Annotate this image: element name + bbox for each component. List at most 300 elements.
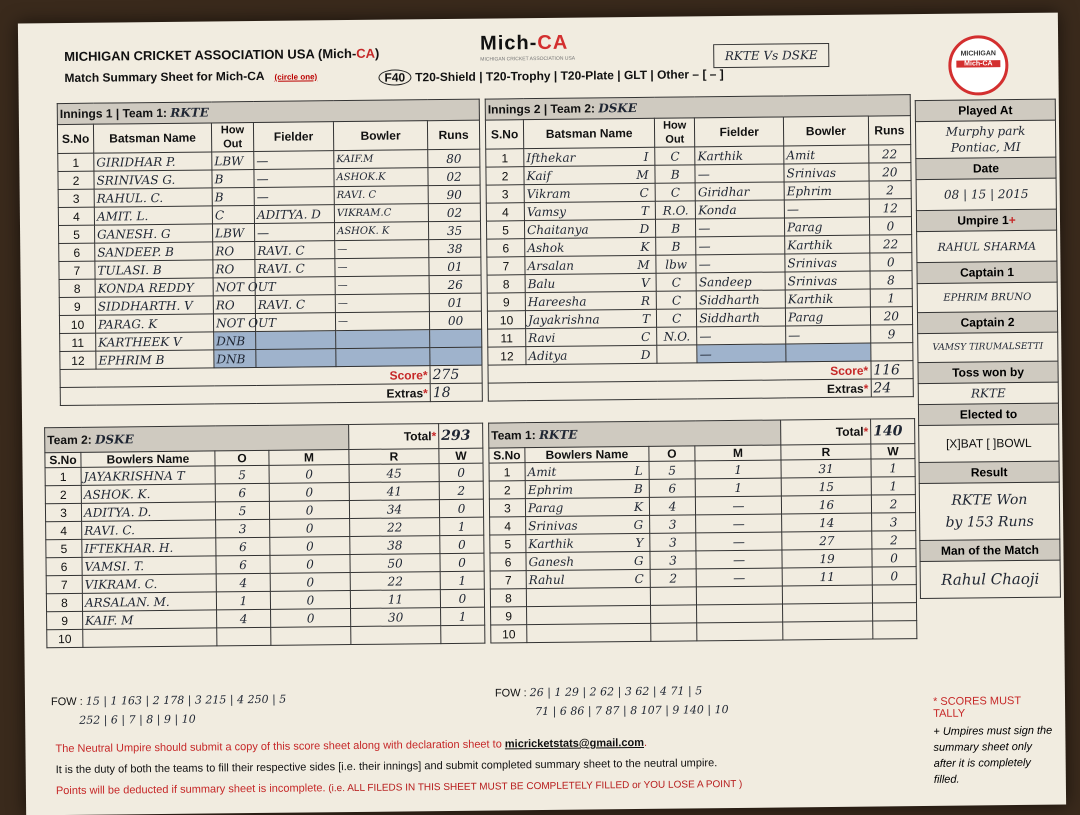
bowling-w: 0	[440, 535, 484, 553]
bowler-name: JAYAKRISHNA T	[81, 466, 215, 485]
batsman-sno: 6	[59, 243, 95, 261]
bowler-sno: 1	[45, 467, 81, 485]
fielder: —	[695, 164, 784, 183]
bowler: —	[786, 325, 871, 344]
captain1-name: EPHRIM BRUNO	[917, 282, 1057, 312]
fielder: —	[696, 236, 785, 255]
bowling-r: 19	[782, 549, 872, 568]
association-seal-icon: MICHIGAN Mich-CA	[948, 35, 1009, 96]
bowling-r: 11	[350, 590, 440, 609]
bowler-sno: 4	[490, 517, 526, 535]
how-out: DNB	[214, 331, 256, 349]
bowler-name	[83, 628, 217, 647]
how-out: C	[656, 273, 696, 291]
innings2-batting-table: Innings 2 | Team 2: DSKE S.No Batsman Name How Out Fielder Bowler Runs 1 Ifthekar I C Karthik Amit 22 2 Kaif M B — Srinivas 20 3 Vikram C C Giridhar Ephrim 2 4 Vamsy T R.O. Konda — 12 5 Chaitanya D B — Parag 0 6 Ashok K B — Karthik 22 7 Arsalan M lbw — Srinivas 0 8 Balu V C Sandeep Srinivas 8 9 Hareesha R C Siddharth Karthik 1 10 Jayakrishna T C Siddharth Parag 20 11 Ravi C N.O. — — 9 12 Aditya D — Score* 116 Extras* 24	[485, 94, 914, 401]
batsman-first: Balu	[527, 276, 556, 291]
format-circled: F40	[378, 69, 411, 85]
runs: 12	[869, 199, 912, 217]
fielder: —	[254, 223, 334, 242]
bowler-name: RAVI. C.	[82, 520, 216, 539]
bowler-initial: L	[634, 463, 643, 478]
bowler-name	[526, 569, 650, 588]
innings2-bowling-table: Team 1: RKTE Total* 140 S.No Bowlers Name O M R W 1 Amit L 5 1 31 1 2 Ephrim B 6 1 15 1 3 Parag K 4 — 16 2 4 Srinivas G 3 — 14 3 5 Karthik Y 3 — 27 2 6 Ganesh G 3 — 19 0 7 Rahul C 2 — 11 0 8 9 10	[488, 418, 917, 643]
bowling-w: 2	[872, 531, 916, 549]
bowling-o: 3	[650, 515, 696, 533]
bowling-w: 0	[439, 499, 483, 517]
how-out: B	[212, 170, 254, 188]
batsman-first: Ashok	[527, 240, 565, 255]
bowler: Karthik	[785, 235, 870, 254]
bowling-m: 0	[270, 573, 350, 592]
bowling-m: —	[696, 568, 782, 587]
innings2-total: 140	[871, 419, 915, 444]
bowler-first: Rahul	[528, 572, 565, 587]
innings2-extras: 24	[871, 379, 914, 397]
bowler-name: IFTEKHAR. H.	[82, 538, 216, 557]
runs: 0	[869, 253, 912, 271]
bowling-o: 3	[650, 533, 696, 551]
fielder: Giridhar	[695, 182, 784, 201]
how-out: N.O.	[657, 327, 697, 345]
bowling-o: 4	[216, 573, 270, 592]
fielder: Siddharth	[697, 290, 786, 309]
bowling-r: 50	[350, 554, 440, 573]
batsman-sno: 2	[58, 171, 94, 189]
runs: 35	[428, 221, 480, 240]
bowler-first: Ephrim	[527, 482, 573, 497]
bowler-sno: 3	[45, 503, 81, 521]
bowling1-title: Team 2: DSKE	[45, 425, 349, 453]
batsman-name: SRINIVAS G.	[94, 170, 212, 189]
runs: 2	[869, 181, 912, 199]
bowling-o: 5	[215, 501, 269, 520]
batsman-sno: 6	[487, 239, 525, 257]
bowling-w: 3	[872, 513, 916, 531]
batsman-sno: 9	[59, 297, 95, 315]
bowling-o	[217, 627, 271, 646]
how-out: NOT OUT	[213, 313, 255, 331]
bowling-o: 3	[216, 519, 270, 538]
note-neutral-umpire: The Neutral Umpire should submit a copy of this score sheet along with declaration sheet to micricketstats@gmail.com.	[55, 736, 648, 756]
batsman-sno: 10	[59, 315, 95, 333]
innings2-title: Innings 2 | Team 2: DSKE	[485, 95, 910, 120]
bowler-name: VIKRAM. C.	[82, 574, 216, 593]
bowling-m: 0	[271, 609, 351, 628]
bowling-o	[651, 605, 697, 623]
bowler-sno: 2	[45, 485, 81, 503]
bowler-sno: 3	[489, 499, 525, 517]
bowler	[786, 343, 871, 362]
bowling-r: 22	[350, 572, 440, 591]
runs: 01	[429, 293, 481, 312]
fielder: RAVI. C	[255, 259, 335, 278]
bowler: VIKRAM.C	[334, 204, 428, 223]
runs: 20	[869, 163, 912, 181]
how-out: C	[655, 147, 695, 165]
batsman-name	[524, 147, 655, 166]
match-date: 08 | 15 | 2015	[916, 178, 1056, 210]
batsman-first: Ifthekar	[526, 150, 576, 165]
batsman-sno: 5	[486, 221, 524, 239]
bowler-initial: G	[633, 517, 644, 532]
bowling-m: 0	[270, 555, 350, 574]
bowling-m	[697, 604, 783, 623]
bowler	[336, 348, 430, 367]
bowler-sno: 10	[47, 629, 83, 647]
bowler-sno: 5	[490, 535, 526, 553]
batsman-initial: V	[641, 275, 650, 290]
runs	[430, 329, 482, 348]
runs: 80	[428, 149, 480, 168]
batsman-sno: 11	[60, 333, 96, 351]
runs	[870, 343, 913, 361]
bowling-m	[696, 586, 782, 605]
batsman-first: Aditya	[528, 348, 568, 363]
batsman-first: Chaitanya	[527, 222, 589, 237]
batsman-first: Arsalan	[527, 258, 575, 273]
batsman-sno: 1	[58, 153, 94, 171]
runs: 22	[869, 235, 912, 253]
bowler-sno: 8	[490, 589, 526, 607]
bowler-sno: 1	[489, 463, 525, 481]
how-out: C	[656, 291, 696, 309]
batsman-name	[526, 345, 657, 364]
bowler: —	[335, 258, 429, 277]
played-at-venue: Murphy park Pontiac, MI	[915, 120, 1055, 158]
batsman-initial: M	[636, 167, 649, 182]
bowler: —	[784, 199, 869, 218]
bowler-name	[525, 497, 649, 516]
fielder: —	[696, 218, 785, 237]
stats-email-link[interactable]: micricketstats@gmail.com	[504, 736, 645, 751]
bowler-sno: 7	[490, 571, 526, 589]
bowling-w: 2	[871, 495, 915, 513]
bowling-o: 5	[649, 461, 695, 479]
bowler-initial: B	[633, 481, 643, 496]
bowler: RAVI. C	[334, 186, 428, 205]
bowler-sno: 2	[489, 481, 525, 499]
batsman-name	[525, 219, 656, 238]
bowling-m: —	[696, 514, 782, 533]
bowling-m: 0	[270, 537, 350, 556]
bowler-initial: C	[634, 571, 644, 586]
bowler-initial: Y	[635, 535, 644, 550]
note-points-deducted: Points will be deducted if summary sheet is incomplete. (i.e. ALL FILEDS IN THIS SHEET MUST BE COMPLETELY FILLED or YOU LOSE A POINT )	[55, 778, 743, 798]
runs: 1	[870, 289, 913, 307]
bowler-name: KAIF. M	[83, 610, 217, 629]
batsman-name: GIRIDHAR P.	[94, 152, 212, 171]
bowling-m: —	[695, 496, 781, 515]
bowling-w: 2	[439, 481, 483, 499]
batsman-initial: K	[640, 239, 650, 254]
mich-ca-logo: Mich-CA	[480, 31, 569, 55]
batsman-name	[525, 237, 656, 256]
man-of-the-match: Rahul Chaoji	[920, 560, 1060, 598]
how-out	[657, 345, 697, 363]
innings1-extras: 18	[430, 383, 482, 402]
umpire-name: RAHUL SHARMA	[917, 230, 1057, 262]
batsman-initial: T	[640, 203, 650, 218]
bowler-sno: 6	[46, 557, 82, 575]
how-out: B	[656, 237, 696, 255]
bowling-r: 45	[349, 464, 439, 483]
batsman-initial: M	[637, 257, 650, 272]
bowler-sno: 9	[491, 607, 527, 625]
batsman-sno: 11	[488, 329, 526, 347]
bowler: —	[335, 294, 429, 313]
runs: 90	[428, 185, 480, 204]
innings1-batting-table: Innings 1 | Team 1: RKTE S.No Batsman Name How Out Fielder Bowler Runs 1 GIRIDHAR P. LBW — KAIF.M 80 2 SRINIVAS G. B — ASHOK.K 02 3 RAHUL. C. B — RAVI. C 90 4 AMIT. L. C ADITYA. D VIKRAM.C 02 5 GANESH. G LBW — ASHOK. K 35 6 SANDEEP. B RO RAVI. C — 38 7 TULASI. B RO RAVI. C — 01 8 KONDA REDDY NOT OUT — 26 9 SIDDHARTH. V RO RAVI. C — 01 10 PARAG. K NOT OUT — 00 11 KARTHEEK V DNB 12 EPHRIM B DNB Score* 275 Extras* 18	[57, 99, 483, 406]
match-info-panel: Played At Murphy park Pontiac, MI Date 08 | 15 | 2015 Umpire 1+ RAHUL SHARMA Captain 1 EPHRIM BRUNO Captain 2 VAMSY TIRUMALSETTI Toss won by RKTE Elected to [X]BAT [ ]BOWL Result RKTE Won by 153 Runs Man of the Match Rahul Chaoji	[915, 99, 1061, 599]
bowling-o: 6	[215, 483, 269, 502]
runs: 02	[428, 167, 480, 186]
side-notes: * SCORES MUST TALLY + Umpires must sign the summary sheet only after it is completely filled.	[932, 695, 1053, 786]
runs: 26	[429, 275, 481, 294]
runs: 9	[870, 325, 913, 343]
bowler-sno: 4	[46, 521, 82, 539]
bowling-o: 6	[649, 479, 695, 497]
bowler-name	[525, 479, 649, 498]
bowling-r	[783, 603, 873, 622]
batsman-name	[524, 183, 655, 202]
bowler-sno: 7	[46, 575, 82, 593]
batsman-sno: 10	[487, 311, 525, 329]
batsman-name: PARAG. K	[95, 314, 213, 333]
how-out: RO	[213, 295, 255, 313]
bowling-m: —	[696, 550, 782, 569]
how-out: LBW	[212, 152, 254, 170]
batsman-sno: 8	[487, 275, 525, 293]
bowler-name	[526, 533, 650, 552]
batsman-first: Jayakrishna	[527, 311, 600, 327]
batsman-first: Ravi	[528, 330, 556, 345]
bowler: Karthik	[785, 289, 870, 308]
fielder	[256, 331, 336, 350]
how-out: C	[657, 309, 697, 327]
bowling-o: 3	[650, 551, 696, 569]
batsman-name: SANDEEP. B	[95, 242, 213, 261]
batsman-sno: 3	[486, 185, 524, 203]
bowler-name: ARSALAN. M.	[82, 592, 216, 611]
bowling-o: 4	[217, 609, 271, 628]
batsman-first: Vikram	[526, 186, 571, 201]
bowler-sno: 9	[47, 611, 83, 629]
bowler-name	[525, 461, 649, 480]
bowler-name	[526, 551, 650, 570]
bowler	[336, 330, 430, 349]
bowling-w: 0	[872, 549, 916, 567]
bowler: KAIF.M	[334, 150, 428, 169]
batsman-name: KONDA REDDY	[95, 278, 213, 297]
bowling-row	[47, 625, 485, 648]
bowler-initial: K	[633, 499, 644, 514]
bowling-o	[650, 587, 696, 605]
fielder: —	[254, 169, 334, 188]
how-out: C	[655, 183, 695, 201]
batsman-initial: C	[639, 185, 649, 200]
how-out: DNB	[214, 349, 256, 367]
bowling-w: 1	[440, 517, 484, 535]
bowler-sno: 8	[46, 593, 82, 611]
fielder	[256, 349, 336, 368]
bowling-m: 0	[269, 483, 349, 502]
bowling-w	[873, 621, 917, 639]
bowling-m: 0	[269, 465, 349, 484]
fielder: Konda	[696, 200, 785, 219]
how-out: NOT OUT	[213, 277, 255, 295]
bowler-sno: 10	[491, 625, 527, 643]
runs: 01	[429, 257, 481, 276]
bowling-o	[651, 623, 697, 641]
bowling-r: 31	[781, 459, 871, 478]
bowler-name: ASHOK. K.	[81, 484, 215, 503]
batsman-sno: 4	[58, 207, 94, 225]
bowling-o: 6	[216, 537, 270, 556]
batsman-sno: 9	[487, 293, 525, 311]
batsman-sno: 2	[486, 167, 524, 185]
fielder: —	[697, 326, 786, 345]
bowler: —	[335, 240, 429, 259]
fielder: RAVI. C	[255, 295, 335, 314]
batsman-name	[525, 273, 656, 292]
how-out: RO	[213, 241, 255, 259]
runs: 20	[870, 307, 913, 325]
batsman-name: EPHRIM B	[96, 350, 214, 369]
bowler: Srinivas	[785, 271, 870, 290]
bowler: —	[335, 276, 429, 295]
batsman-name	[524, 165, 655, 184]
fielder: Siddharth	[697, 308, 786, 327]
logo-tagline: MICHIGAN CRICKET ASSOCIATION USA	[480, 55, 576, 63]
bowling-w: 0	[440, 553, 484, 571]
bowling-w: 1	[440, 571, 484, 589]
runs: 8	[870, 271, 913, 289]
bowler-name	[526, 515, 650, 534]
innings2-score: 116	[871, 361, 914, 379]
note-team-duty: It is the duty of both the teams to fill their respective sides [i.e. their innings] and submit completed summary sheet to the neutral umpire.	[55, 757, 718, 777]
bowling2-title: Team 1: RKTE	[489, 420, 781, 448]
bowling-r	[782, 585, 872, 604]
fielder: ADITYA. D	[254, 205, 334, 224]
fielder: Karthik	[695, 146, 784, 165]
bowling-r: 16	[781, 495, 871, 514]
bowling-w: 1	[441, 607, 485, 625]
bowling-m: 0	[270, 591, 350, 610]
bowling-r: 14	[782, 513, 872, 532]
bowling-w	[873, 603, 917, 621]
sheet-subtitle: Match Summary Sheet for Mich-CA (circle one)	[64, 68, 318, 85]
how-out: B	[655, 165, 695, 183]
bowler-name: VAMSI. T.	[82, 556, 216, 575]
bowler-first: Amit	[527, 464, 557, 479]
bowling-r	[351, 626, 441, 645]
runs: 22	[868, 145, 911, 163]
captain2-name: VAMSY TIRUMALSETTI	[918, 332, 1058, 362]
batsman-name	[524, 201, 655, 220]
fielder: —	[254, 187, 334, 206]
batsman-sno: 3	[58, 189, 94, 207]
bowling-m: 1	[695, 478, 781, 497]
fielder: RAVI. C	[255, 241, 335, 260]
runs: 00	[429, 311, 481, 330]
batsman-name: SIDDHARTH. V	[95, 296, 213, 315]
bowling-o: 1	[216, 591, 270, 610]
batsman-sno: 12	[488, 347, 526, 365]
batsman-name: KARTHEEK V	[96, 332, 214, 351]
bowling-r: 11	[782, 567, 872, 586]
innings1-title: Innings 1 | Team 1: RKTE	[57, 99, 479, 124]
batsman-initial: D	[640, 347, 651, 362]
bowling-w: 0	[872, 567, 916, 585]
batsman-name: RAHUL. C.	[94, 188, 212, 207]
org-title: MICHIGAN CRICKET ASSOCIATION USA (Mich-CA)	[64, 45, 380, 64]
bowling-r: 41	[349, 482, 439, 501]
batsman-first: Kaif	[526, 168, 552, 183]
how-out: C	[212, 206, 254, 224]
bowling-w: 1	[871, 459, 915, 477]
batsman-initial: D	[639, 221, 650, 236]
bowler: —	[335, 312, 429, 331]
bowling-r: 15	[781, 477, 871, 496]
bowling-m: 1	[695, 460, 781, 479]
bowler-first: Srinivas	[528, 518, 578, 533]
bowling-w: 0	[440, 589, 484, 607]
batsman-first: Hareesha	[527, 294, 587, 309]
bowler-sno: 6	[490, 553, 526, 571]
batsman-initial: T	[642, 311, 651, 326]
batsman-first: Vamsy	[526, 204, 567, 219]
fielder: —	[697, 344, 786, 363]
runs: 02	[428, 203, 480, 222]
bowler: ASHOK. K	[334, 222, 428, 241]
bowling-m: 0	[270, 519, 350, 538]
batsman-sno: 4	[486, 203, 524, 221]
bowler-name	[526, 587, 650, 606]
score-sheet	[18, 13, 1066, 815]
bowler: Srinivas	[784, 163, 869, 182]
bowling-o: 6	[216, 555, 270, 574]
bowler-first: Ganesh	[528, 554, 575, 569]
bowling-o: 4	[649, 497, 695, 515]
batsman-sno: 5	[59, 225, 95, 243]
how-out: LBW	[212, 224, 254, 242]
fielder: —	[696, 254, 785, 273]
runs	[430, 347, 482, 366]
bowler: Amit	[784, 145, 869, 164]
bowling-r: 27	[782, 531, 872, 550]
batsman-name: GANESH. G	[94, 224, 212, 243]
bowling-r: 30	[351, 608, 441, 627]
bowler-initial: G	[633, 553, 644, 568]
batsman-initial: R	[640, 293, 651, 308]
batsman-sno: 1	[486, 149, 524, 167]
bowling-m	[697, 622, 783, 641]
bowling-w: 1	[871, 477, 915, 495]
elected-choice: [X]BAT [ ]BOWL	[919, 424, 1059, 462]
bowling-o: 2	[650, 569, 696, 587]
fielder: —	[254, 151, 334, 170]
how-out: lbw	[656, 255, 696, 273]
bowler: Parag	[785, 307, 870, 326]
bowler: Parag	[785, 217, 870, 236]
innings1-bowling-table: Team 2: DSKE Total* 293 S.No Bowlers Name O M R W 1 JAYAKRISHNA T 5 0 45 0 2 ASHOK. K. 6 0 41 2 3 ADITYA. D. 5 0 34 0 4 RAVI. C. 3 0 22 1 5 IFTEKHAR. H. 6 0 38 0 6 VAMSI. T. 6 0 50 0 7 VIKRAM. C. 4 0 22 1 8 ARSALAN. M. 1 0 11 0 9 KAIF. M 4 0 30 1 10	[44, 423, 485, 649]
fielder: Sandeep	[696, 272, 785, 291]
fow-innings2: FOW : 26 | 1 29 | 2 62 | 3 62 | 4 71 | 5 71 | 6 86 | 7 87 | 8 107 | 9 140 | 10	[494, 684, 729, 719]
innings1-score: 275	[430, 365, 482, 384]
batsman-initial: I	[643, 149, 649, 164]
match-result: RKTE Won by 153 Runs	[919, 482, 1060, 540]
bowler-name: ADITYA. D.	[81, 502, 215, 521]
